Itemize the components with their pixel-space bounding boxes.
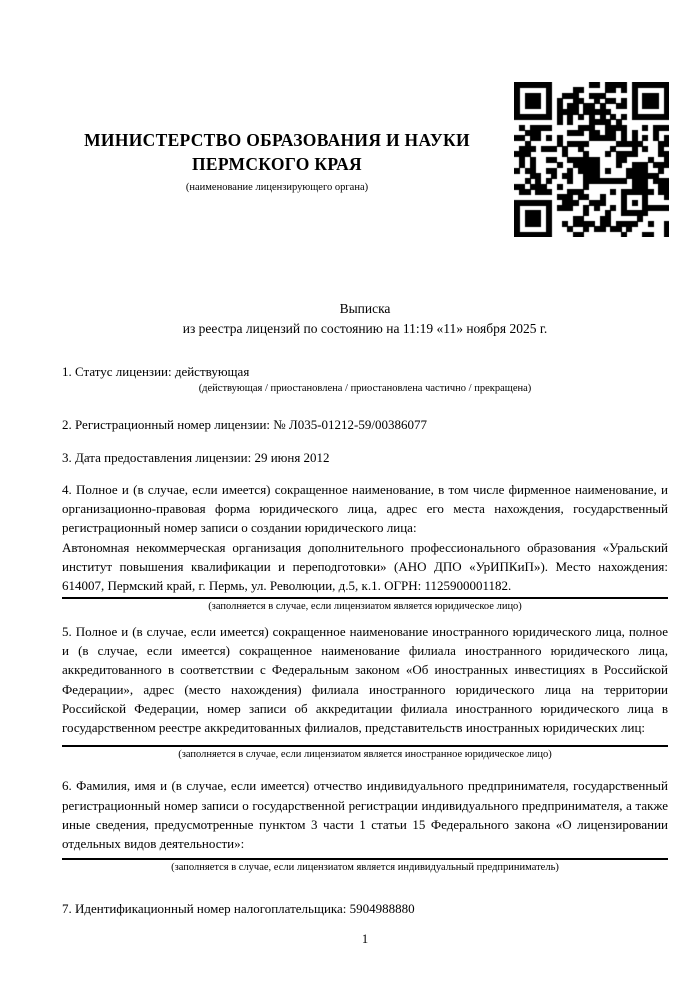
document-title: Выписка: [339, 301, 391, 316]
fill-in-caption-legal-entity: (заполняется в случае, если лицензиатом является юридическое лицо): [208, 600, 522, 612]
item-registration-number: 2. Регистрационный номер лицензии: № Л035-01212-59/00386077: [62, 417, 428, 433]
licensing-authority-block: [62, 128, 492, 195]
item-license-status-caption: (действующая / приостановлена / приостановлена частично / прекращена): [198, 383, 532, 395]
fill-in-caption-foreign-entity: (заполняется в случае, если лицензиатом является иностранное юридическое лицо): [178, 749, 552, 761]
ministry-name-line1: МИНИСТЕРСТВО ОБРАЗОВАНИЯ И НАУКИ: [84, 130, 470, 150]
page-number: 1: [361, 931, 369, 946]
ministry-name-line2: ПЕРМСКОГО КРАЯ: [192, 154, 362, 174]
item-taxpayer-number: 7. Идентификационный номер налогоплательщика: 5904988880: [62, 900, 415, 916]
item-foreign-entity-question: 5. Полное и (в случае, если имеется) сокращенное наименование иностранного юридического лица, полное и (в случае, если имеется) сокращенное наименование филиала иностранного юридического лица, аккредитованного в соответствии с Федеральным законом «Об иностранных инвестициях в Российской Федерации», адрес (место нахождения) филиала иностранного юридического лица на территории Российской Федерации, номер записи об аккредитации филиала иностранного юридического лица в государственном реестре аккредитованных филиалов, представительств иностранных юридических лиц:: [62, 623, 668, 736]
document-title-block: [62, 299, 668, 338]
document-header: [0, 0, 700, 237]
item-legal-entity-answer: Автономная некоммерческая организация дополнительного профессионального образования «Уральский институт повышения квалификации и переподготовки» (АНО ДПО «УрИПКиП»). Место нахождения: 614007, Пермский край, г. Пермь, ул. Революции, д.5, к.1. ОГРН: 1125900001182.: [62, 539, 668, 594]
document-subtitle: из реестра лицензий по состоянию на 11:19 «11» ноября 2025 г.: [182, 320, 548, 336]
item-entrepreneur-question: 6. Фамилия, имя и (в случае, если имеется) отчество индивидуального предпринимателя, государственный регистрационный номер записи о государственной регистрации индивидуального предпринимателя, а также иные сведения, предусмотренные пунктом 3 части 1 статьи 15 Федерального закона «О лицензировании отдельных видов деятельности»:: [62, 778, 668, 852]
qr-code-icon: [514, 82, 669, 237]
item-license-date: 3. Дата предоставления лицензии: 29 июня 2012: [62, 449, 330, 465]
ministry-caption: (наименование лицензирующего органа): [185, 182, 369, 193]
qr-code: [514, 82, 669, 237]
item-license-status: 1. Статус лицензии: действующая: [62, 364, 250, 379]
document-body: [0, 299, 700, 947]
item-legal-entity-question: 4. Полное и (в случае, если имеется) сокращенное наименование, в том числе фирменное наименование, и организационно-правовая форма юридического лица, адрес его места нахождения, государственный регистрационный номер записи о создании юридического лица:: [62, 481, 668, 536]
fill-in-caption-entrepreneur: (заполняется в случае, если лицензиатом является индивидуальный предприниматель): [171, 861, 559, 873]
